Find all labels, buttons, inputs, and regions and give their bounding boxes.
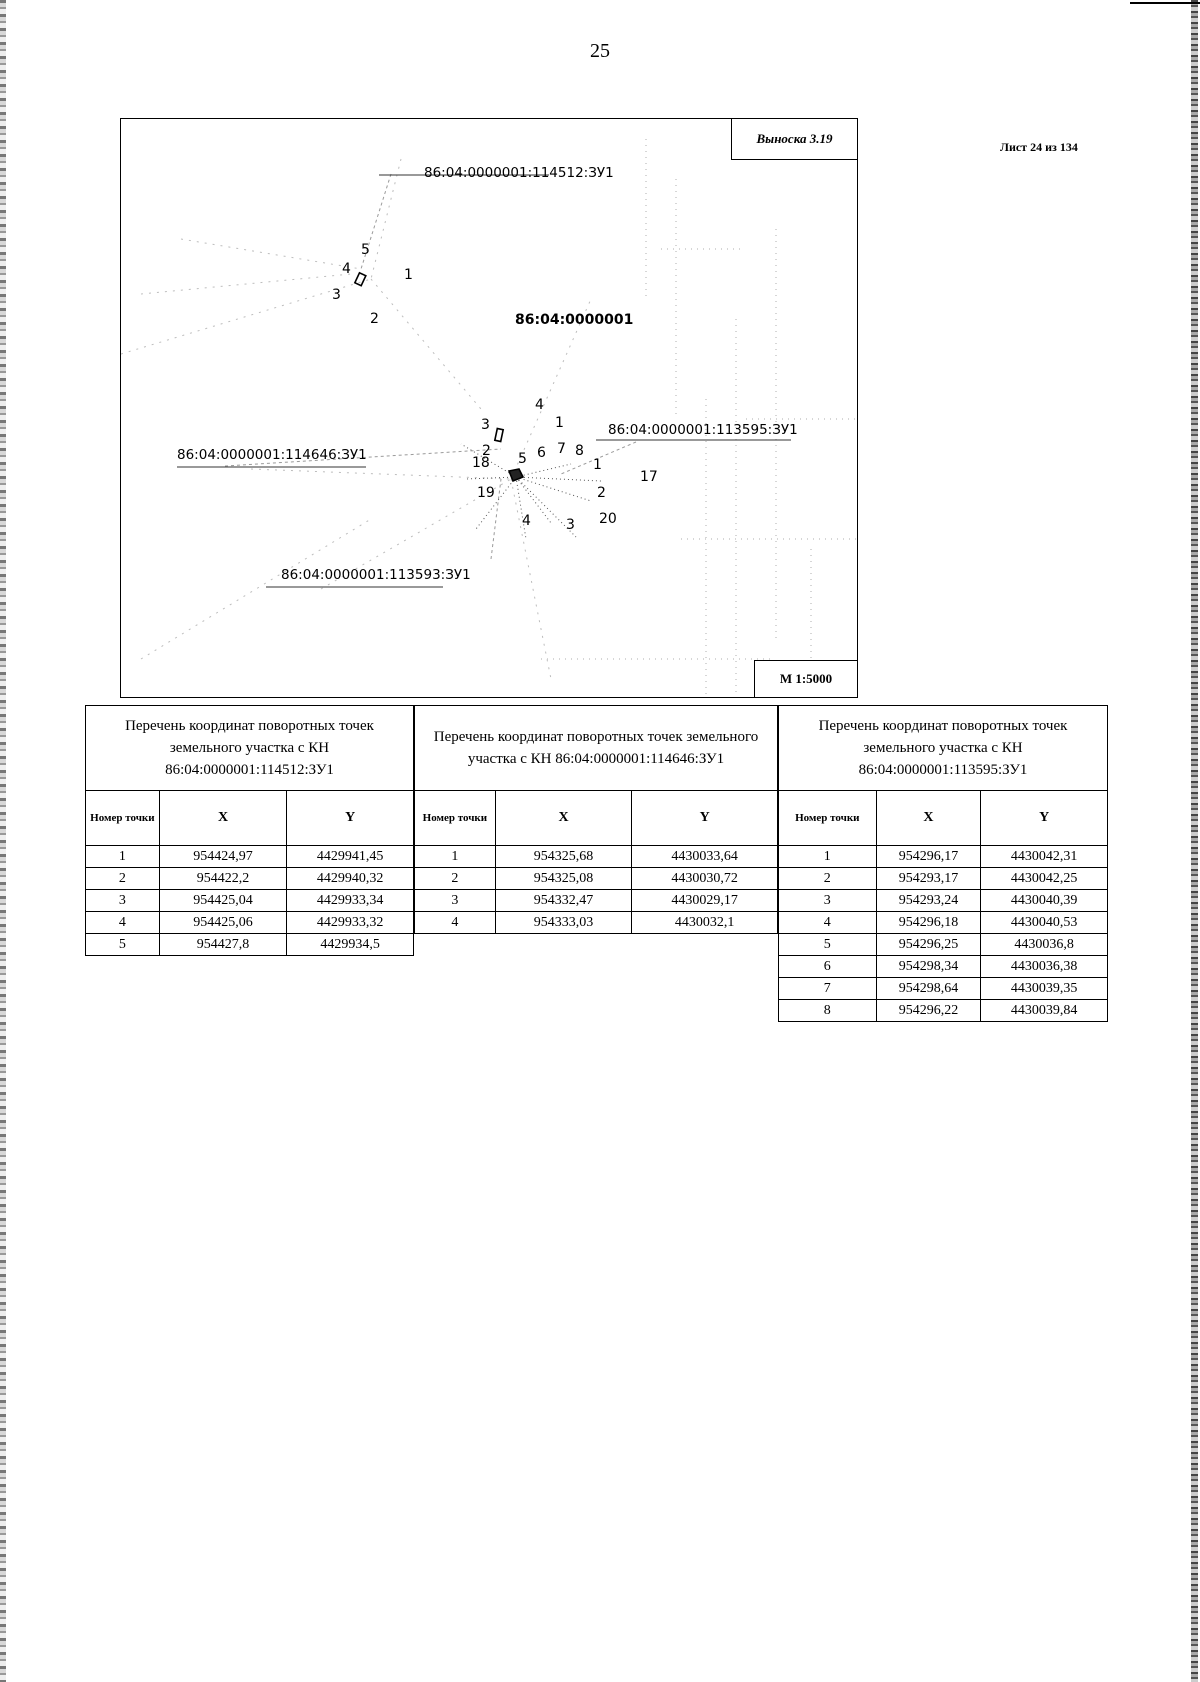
col-header-x: X xyxy=(495,791,632,846)
point-label: 7 xyxy=(557,441,566,457)
parcel-label-113595: 86:04:0000001:113595:ЗУ1 xyxy=(608,422,798,438)
point-label: 1 xyxy=(593,457,602,473)
table-row: 2 954325,08 4430030,72 xyxy=(415,868,778,890)
point-label: 4 xyxy=(342,261,351,277)
scan-edge-right xyxy=(1191,0,1198,1682)
page-number: 25 xyxy=(590,40,610,62)
table-row: 3 954293,24 4430040,39 xyxy=(779,890,1108,912)
parcel-label-114512: 86:04:0000001:114512:ЗУ1 xyxy=(424,165,614,181)
table-row: 4 954425,06 4429933,32 xyxy=(86,912,414,934)
table-row: 2 954422,2 4429940,32 xyxy=(86,868,414,890)
scan-edge-left xyxy=(0,0,6,1682)
col-header-point: Номер точки xyxy=(779,791,877,846)
col-header-point: Номер точки xyxy=(86,791,160,846)
point-label: 5 xyxy=(361,242,370,258)
table-row: 4 954296,18 4430040,53 xyxy=(779,912,1108,934)
coord-table-114512 xyxy=(85,705,414,956)
parcel-label-113593: 86:04:0000001:113593:ЗУ1 xyxy=(281,567,471,583)
col-header-point: Номер точки xyxy=(415,791,496,846)
table-row: 1 954325,68 4430033,64 xyxy=(415,846,778,868)
point-label: 6 xyxy=(537,445,546,461)
table-row: 1 954424,97 4429941,45 xyxy=(86,846,414,868)
table-row: 8 954296,22 4430039,84 xyxy=(779,1000,1108,1022)
coord-table-114646 xyxy=(414,705,778,934)
point-label: 20 xyxy=(599,511,617,527)
parcel-label-114646: 86:04:0000001:114646:ЗУ1 xyxy=(177,447,367,463)
col-header-y: Y xyxy=(981,791,1108,846)
table-row: 2 954293,17 4430042,25 xyxy=(779,868,1108,890)
map-drawing xyxy=(121,119,858,698)
table-row: 5 954296,25 4430036,8 xyxy=(779,934,1108,956)
point-label: 8 xyxy=(575,443,584,459)
table-caption: Перечень координат поворотных точек земельного участка с КН 86:04:0000001:113595:ЗУ1 xyxy=(779,706,1108,791)
point-label: 1 xyxy=(404,267,413,283)
table-caption: Перечень координат поворотных точек земельного участка с КН 86:04:0000001:114512:ЗУ1 xyxy=(86,706,414,791)
table-row: 6 954298,34 4430036,38 xyxy=(779,956,1108,978)
col-header-x: X xyxy=(876,791,981,846)
table-caption: Перечень координат поворотных точек земельного участка с КН 86:04:0000001:114646:ЗУ1 xyxy=(415,706,778,791)
table-row: 1 954296,17 4430042,31 xyxy=(779,846,1108,868)
point-label: 17 xyxy=(640,469,658,485)
point-label: 2 xyxy=(597,485,606,501)
block-label: 86:04:0000001 xyxy=(515,312,634,328)
col-header-y: Y xyxy=(287,791,414,846)
col-header-y: Y xyxy=(632,791,778,846)
point-label: 19 xyxy=(477,485,495,501)
table-row: 3 954332,47 4430029,17 xyxy=(415,890,778,912)
sheet-label: Лист 24 из 134 xyxy=(1000,140,1078,154)
point-label: 2 xyxy=(482,443,491,459)
map-callout xyxy=(120,118,858,698)
callout-title: Выноска 3.19 xyxy=(731,119,857,160)
point-label: 5 xyxy=(518,451,527,467)
point-label: 18 xyxy=(472,455,490,471)
point-label: 4 xyxy=(522,513,531,529)
table-row: 7 954298,64 4430039,35 xyxy=(779,978,1108,1000)
table-row: 5 954427,8 4429934,5 xyxy=(86,934,414,956)
point-label: 4 xyxy=(535,397,544,413)
table-row: 3 954425,04 4429933,34 xyxy=(86,890,414,912)
map-scale: М 1:5000 xyxy=(754,660,857,697)
point-label: 3 xyxy=(566,517,575,533)
point-label: 2 xyxy=(370,311,379,327)
point-label: 3 xyxy=(332,287,341,303)
coord-table-113595 xyxy=(778,705,1108,1022)
point-label: 3 xyxy=(481,417,490,433)
scan-mark xyxy=(1130,2,1200,4)
table-row: 4 954333,03 4430032,1 xyxy=(415,912,778,934)
point-label: 1 xyxy=(555,415,564,431)
col-header-x: X xyxy=(159,791,287,846)
